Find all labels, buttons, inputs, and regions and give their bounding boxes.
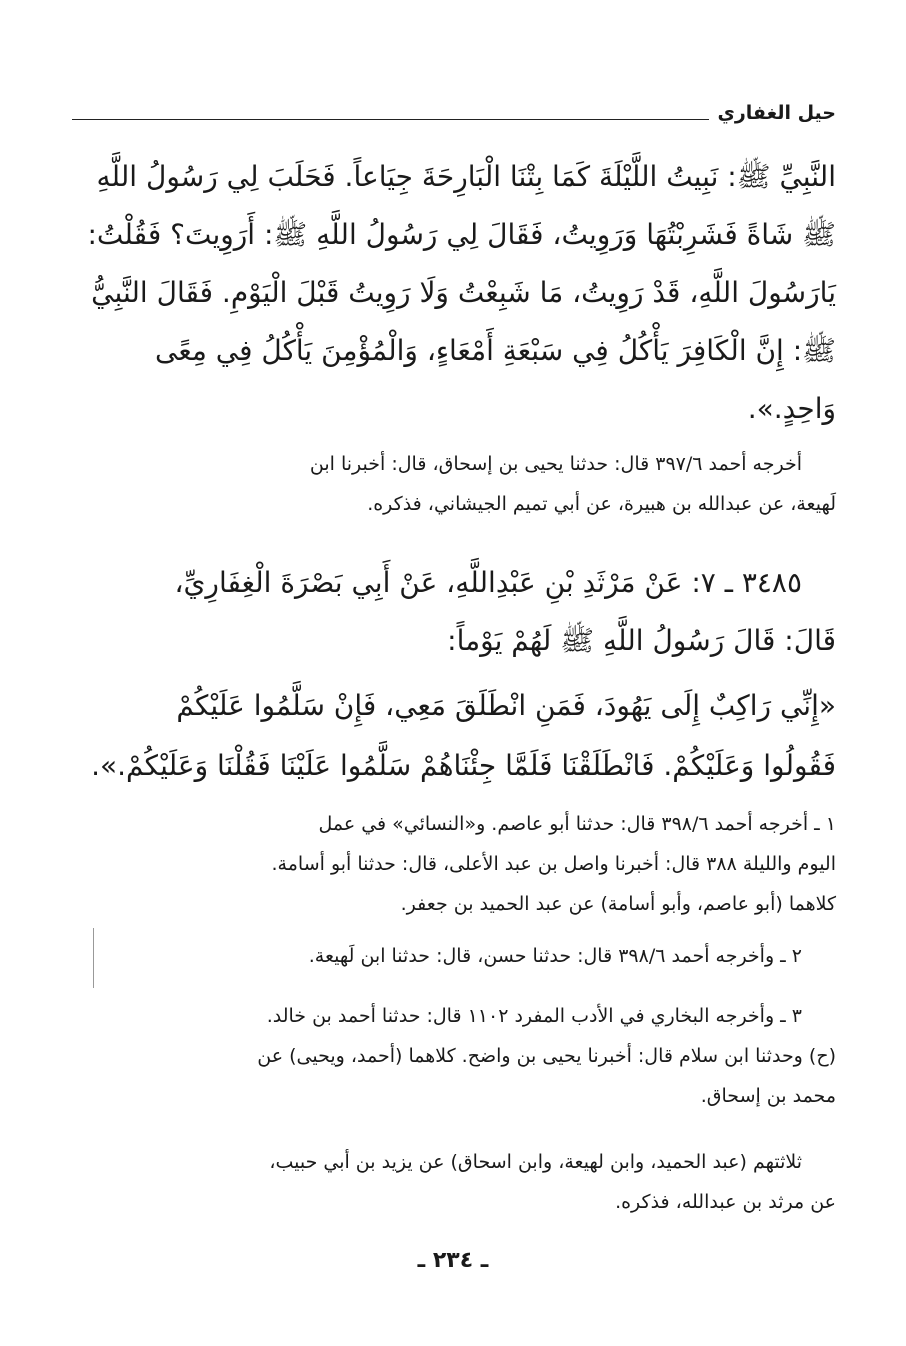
text-line: ﷺ: إِنَّ الْكَافِرَ يَأْكُلُ فِي سَبْعَةِ أَمْعَاءٍ، وَالْمُؤْمِنَ يَأْكُلُ فِي مِعًى — [155, 334, 836, 367]
hadith-3485-quote — [72, 676, 836, 796]
hadith-3485-intro — [72, 554, 836, 670]
text-line: قَالَ: قَالَ رَسُولُ اللَّهِ ﷺ لَهُمْ يَوْماً: — [447, 624, 836, 657]
note-line: ١ ـ أخرجه أحمد ٣٩٨/٦ قال: حدثنا أبو عاصم. و«النسائي» في عمل — [318, 813, 836, 835]
note-line: عن مرثد بن عبدالله، فذكره. — [615, 1191, 836, 1213]
margin-mark — [93, 928, 94, 988]
note-line: ٢ ـ وأخرجه أحمد ٣٩٨/٦ قال: حدثنا حسن، قال: حدثنا ابن لَهيعة. — [308, 945, 802, 967]
note-line: ثلاثتهم (عبد الحميد، وابن لهيعة، وابن اسحاق) عن يزيد بن أبي حبيب، — [269, 1151, 802, 1173]
note-line: محمد بن إسحاق. — [700, 1085, 836, 1107]
text-line: يَارَسُولَ اللَّهِ، قَدْ رَوِيتُ، مَا شَبِعْتُ وَلَا رَوِيتُ قَبْلَ الْيَوْمِ. فَقَالَ النَّبِيُّ — [91, 276, 836, 309]
reference-note-1 — [72, 804, 836, 924]
note-line: (ح) وحدثنا ابن سلام قال: أخبرنا يحيى بن واضح. كلاهما (أحمد، ويحيى) عن — [257, 1045, 836, 1067]
note-line: اليوم والليلة ٣٨٨ قال: أخبرنا واصل بن عبد الأعلى، قال: حدثنا أبو أسامة. — [271, 853, 836, 875]
reference-note-2 — [72, 936, 836, 976]
running-header — [72, 98, 836, 132]
text-line: فَقُولُوا وَعَلَيْكُمْ. فَانْطَلَقْنَا فَلَمَّا جِئْنَاهُمْ سَلَّمُوا عَلَيْنَا فَقُلْنَا وَعَلَيْكُمْ.». — [91, 749, 836, 782]
text-line: ٣٤٨٥ ـ ٧: عَنْ مَرْثَدِ بْنِ عَبْدِاللَّهِ، عَنْ أَبِي بَصْرَةَ الْغِفَارِيِّ، — [174, 566, 802, 599]
header-title: حيل الغفاري — [709, 98, 836, 128]
page-number: ـ ٢٣٤ ـ — [417, 1248, 489, 1273]
hadith-text-continuation — [72, 148, 836, 438]
text-line: وَاحِدٍ.». — [747, 392, 836, 425]
note-line: كلاهما (أبو عاصم، وأبو أسامة) عن عبد الحميد بن جعفر. — [400, 893, 836, 915]
reference-note-3 — [72, 996, 836, 1116]
note-line: لَهيعة، عن عبدالله بن هبيرة، عن أبي تميم الجيشاني، فذكره. — [367, 493, 836, 515]
note-line: ٣ ـ وأخرجه البخاري في الأدب المفرد ١١٠٢ قال: حدثنا أحمد بن خالد. — [266, 1005, 802, 1027]
note-line: أخرجه أحمد ٣٩٧/٦ قال: حدثنا يحيى بن إسحاق، قال: أخبرنا ابن — [309, 453, 802, 475]
reference-note-summary — [72, 1142, 836, 1222]
hadith-reference-note — [72, 444, 836, 524]
text-line: النَّبِيِّ ﷺ: نَبِيتُ اللَّيْلَةَ كَمَا بِتْنَا الْبَارِحَةَ جِيَاعاً. فَحَلَبَ لِي رَسُولُ اللَّهِ — [96, 160, 836, 193]
text-line: ﷺ شَاةً فَشَرِبْتُهَا وَرَوِيتُ، فَقَالَ لِي رَسُولُ اللَّهِ ﷺ: أَرَوِيتَ؟ فَقُلْتُ: — [87, 218, 836, 251]
text-line: «إِنِّي رَاكِبٌ إِلَى يَهُودَ، فَمَنِ انْطَلَقَ مَعِي، فَإِنْ سَلَّمُوا عَلَيْكُمْ — [176, 689, 836, 722]
